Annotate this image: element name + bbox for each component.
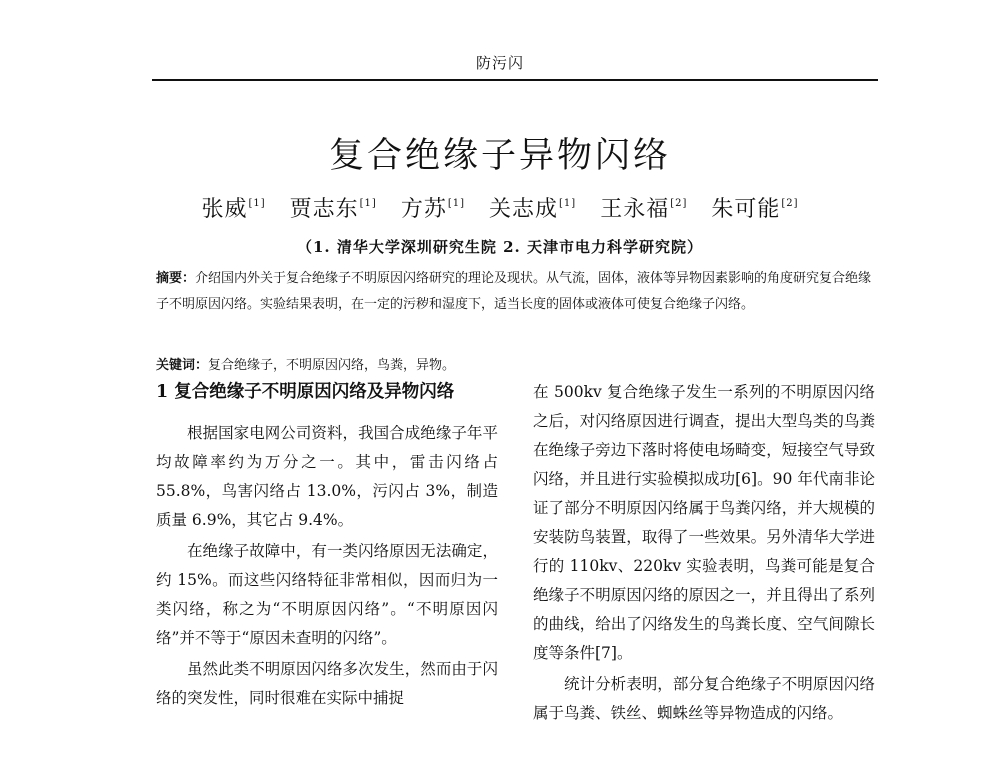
author-list xyxy=(0,192,1000,223)
body-paragraph: 虽然此类不明原因闪络多次发生，然而由于闪络的突发性，同时很难在实际中捕捉 xyxy=(156,660,498,707)
keywords xyxy=(156,354,880,373)
abstract xyxy=(156,266,880,318)
author: 贾志东[1] xyxy=(289,197,377,222)
section-heading: 1 复合绝缘子不明原因闪络及异物闪络 xyxy=(156,382,455,402)
author: 王永福[2] xyxy=(600,197,688,222)
author-affiliation-ref: [1] xyxy=(559,198,577,209)
author: 张威[1] xyxy=(201,197,266,222)
body-paragraph: 统计分析表明，部分复合绝缘子不明原因闪络属于鸟粪、铁丝、蜘蛛丝等异物造成的闪络。 xyxy=(533,675,875,722)
author: 关志成[1] xyxy=(489,197,577,222)
author-affiliation-ref: [1] xyxy=(359,198,377,209)
author-affiliation-ref: [2] xyxy=(670,198,688,209)
keywords-label: 关键词： xyxy=(156,358,209,373)
abstract-text: 介绍国内外关于复合绝缘子不明原因闪络研究的理论及现状。从气流，固体，液体等异物因素影响的角度研究复合绝缘子不明原因闪络。实验结果表明，在一定的污秽和湿度下，适当长度的固体或液体可使复合绝缘子闪络。 xyxy=(156,271,872,312)
right-column xyxy=(533,378,875,728)
left-column xyxy=(156,378,498,713)
author: 方苏[1] xyxy=(400,197,465,222)
affiliations: （1. 清华大学深圳研究生院 2. 天津市电力科学研究院） xyxy=(297,238,703,256)
abstract-label: 摘要： xyxy=(156,271,196,286)
body-paragraph: 在绝缘子故障中，有一类闪络原因无法确定，约 15%。而这些闪络特征非常相似，因而归为一类闪络，称之为“不明原因闪络”。“不明原因闪络”并不等于“原因未查明的闪络”。 xyxy=(156,542,498,647)
author-affiliation-ref: [2] xyxy=(781,198,799,209)
body-paragraph: 在 500kv 复合绝缘子发生一系列的不明原因闪络之后，对闪络原因进行调查，提出大型鸟类的鸟粪在绝缘子旁边下落时将使电场畸变，短接空气导致闪络，并且进行实验模拟成功[6]。90 年代南非论证了部分不明原因闪络属于鸟粪闪络，并大规模的安装防鸟装置，取得了一些效果。另外清华大学进行的 110kv、220kv 实验表明，鸟粪可能是复合绝缘子不明原因闪络的原因之一，并且得出了系列的曲线，给出了闪络发生的鸟粪长度、空气间隙长度等条件[7]。 xyxy=(533,383,875,662)
keywords-text: 复合绝缘子，不明原因闪络，鸟粪，异物。 xyxy=(208,358,456,373)
author-affiliation-ref: [1] xyxy=(447,198,465,209)
running-header: 防污闪 xyxy=(475,54,524,72)
paper-title: 复合绝缘子异物闪络 xyxy=(328,136,671,176)
header-rule xyxy=(152,79,878,81)
author: 朱可能[2] xyxy=(711,197,799,222)
author-affiliation-ref: [1] xyxy=(248,198,266,209)
body-paragraph: 根据国家电网公司资料，我国合成绝缘子年平均故障率约为万分之一。其中，雷击闪络占 55.8%，鸟害闪络占 13.0%，污闪占 3%，制造质量 6.9%，其它占 9.4%。 xyxy=(156,424,498,529)
